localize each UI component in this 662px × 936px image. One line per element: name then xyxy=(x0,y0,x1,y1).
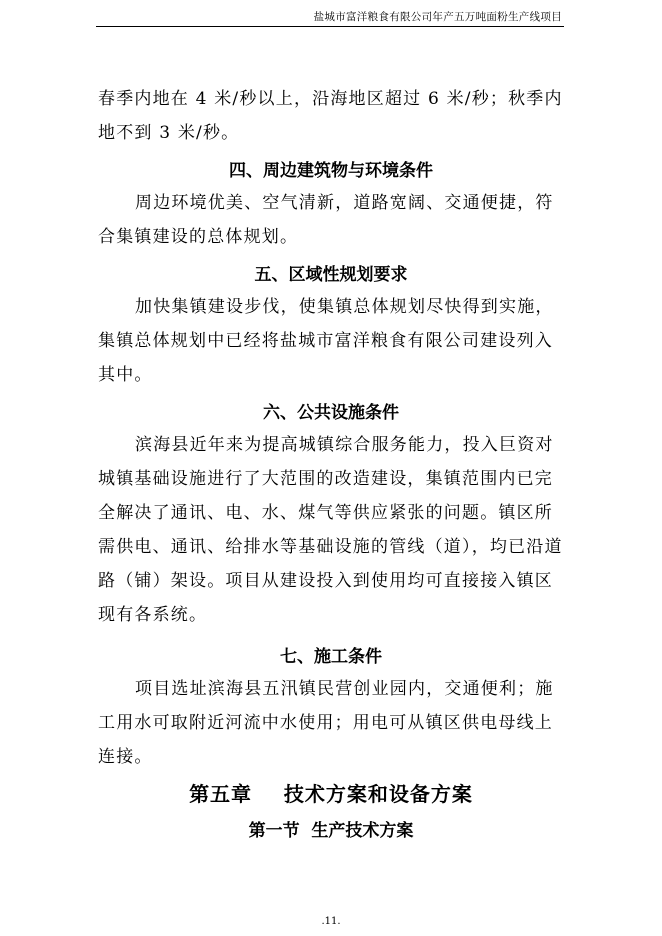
section-heading: 五、区域性规划要求 xyxy=(254,265,408,285)
subsection-title: 第一节 生产技术方案 xyxy=(248,821,414,841)
paragraph-line: 项目选址滨海县五汛镇民营创业园内，交通便利；施 xyxy=(135,679,554,699)
section-heading: 六、公共设施条件 xyxy=(263,403,399,423)
header-rule xyxy=(96,26,564,27)
paragraph-line: 现有各系统。 xyxy=(98,605,208,625)
paragraph-line: 春季内地在 4 米/秒以上，沿海地区超过 6 米/秒；秋季内 xyxy=(98,89,563,109)
paragraph-line: 城镇基础设施进行了大范围的改造建设，集镇范围内已完 xyxy=(98,469,553,489)
paragraph-line: 其中。 xyxy=(98,365,153,385)
running-header: 盐城市富洋粮食有限公司年产五万吨面粉生产线项目 xyxy=(313,11,562,23)
paragraph-line: 连接。 xyxy=(98,747,153,767)
paragraph-line: 集镇总体规划中已经将盐城市富洋粮食有限公司建设列入 xyxy=(98,331,553,351)
paragraph-line: 需供电、通讯、给排水等基础设施的管线（道），均已沿道 xyxy=(98,537,563,557)
chapter-title: 第五章 技术方案和设备方案 xyxy=(189,782,473,806)
page-number: .11. xyxy=(321,916,341,927)
paragraph-line: 滨海县近年来为提高城镇综合服务能力，投入巨资对 xyxy=(135,435,554,455)
paragraph-line: 周边环境优美、空气清新，道路宽阔、交通便捷，符 xyxy=(135,193,554,213)
paragraph-line: 工用水可取附近河流中水使用；用电可从镇区供电母线上 xyxy=(98,713,553,733)
paragraph-line: 加快集镇建设步伐，使集镇总体规划尽快得到实施， xyxy=(135,297,554,317)
paragraph-line: 地不到 3 米/秒。 xyxy=(98,123,240,143)
paragraph-line: 合集镇建设的总体规划。 xyxy=(98,227,299,247)
paragraph-line: 路（铺）架设。项目从建设投入到使用均可直接接入镇区 xyxy=(98,571,553,591)
section-heading: 四、周边建筑物与环境条件 xyxy=(229,161,433,181)
section-heading: 七、施工条件 xyxy=(280,647,382,667)
paragraph-line: 全解决了通讯、电、水、煤气等供应紧张的问题。镇区所 xyxy=(98,503,553,523)
